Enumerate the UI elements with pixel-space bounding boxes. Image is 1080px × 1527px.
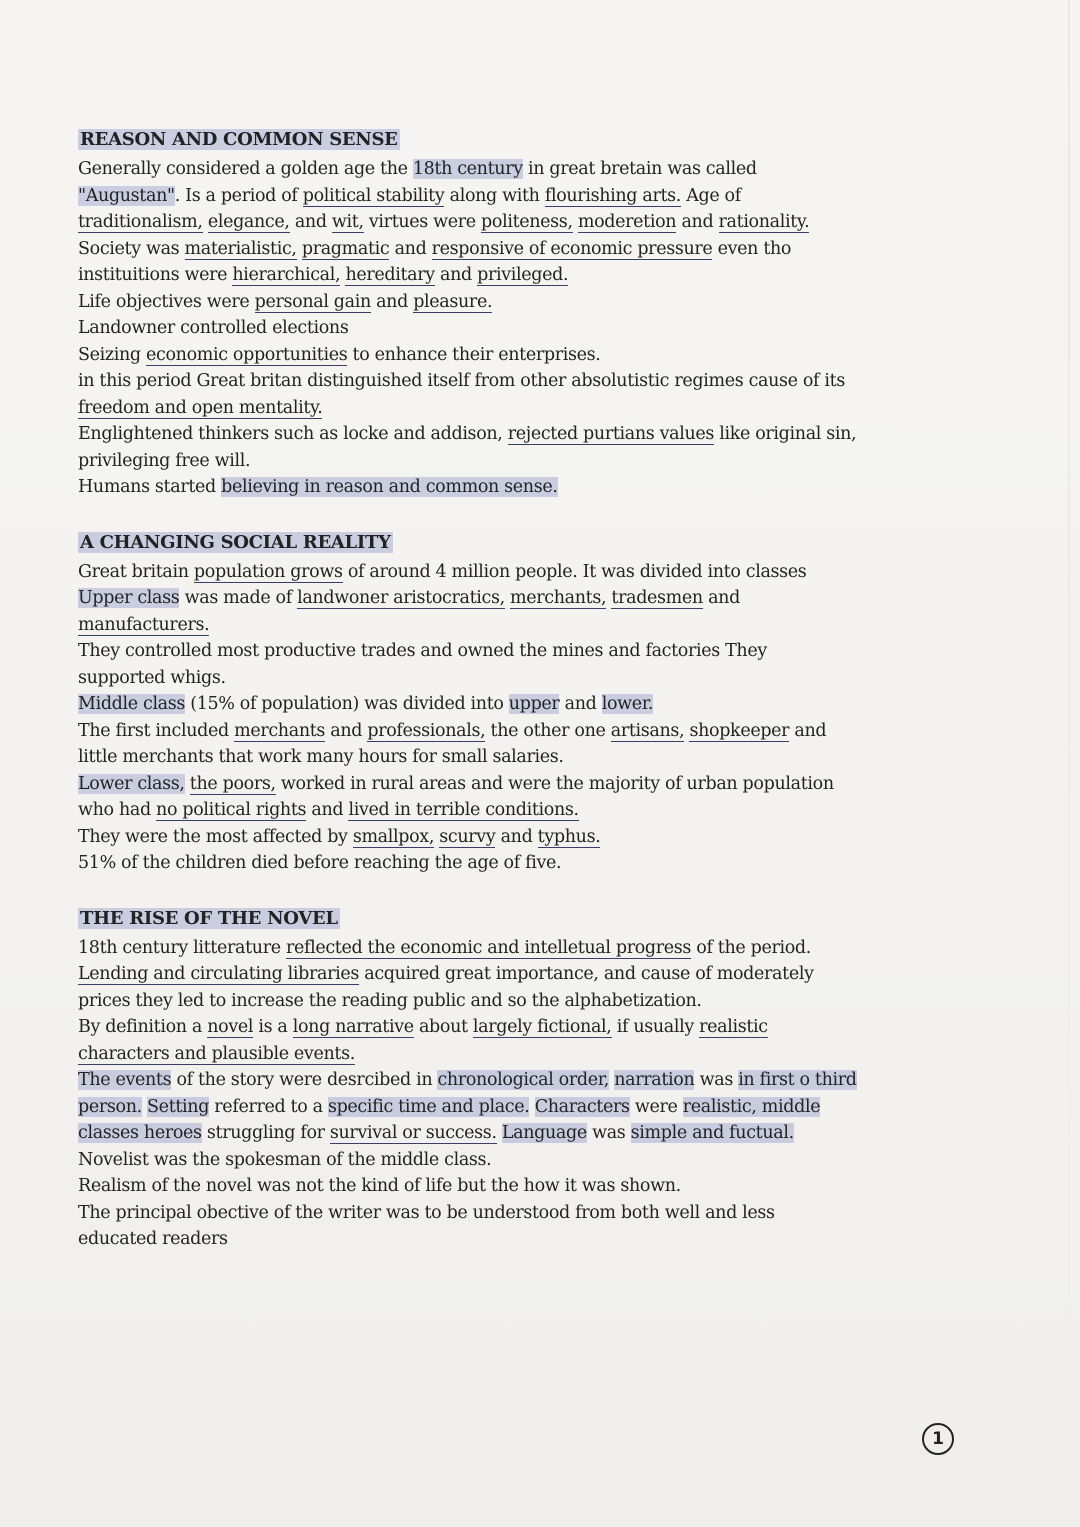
text-line <box>78 665 948 692</box>
underlined-text: pragmatic <box>301 238 390 259</box>
text-segment: Seizing <box>78 344 146 365</box>
text-segment: 51% of the children died before reaching the age of five. <box>78 853 562 873</box>
underlined-text: survival or success. <box>329 1123 497 1143</box>
text-segment: and <box>289 212 332 232</box>
text-segment: By definition a <box>78 1017 208 1037</box>
text-segment: instituitions were <box>78 265 233 285</box>
underlined-text: no political rights <box>156 800 307 820</box>
text-segment: Age of <box>680 185 741 206</box>
text-line <box>78 691 948 718</box>
text-segment: of the period. <box>691 937 811 958</box>
text-line <box>78 988 948 1015</box>
underlined-text: flourishing arts. <box>544 185 681 206</box>
highlighted-text: "Augustan" <box>78 185 175 206</box>
text-segment: along with <box>444 185 545 206</box>
text-segment <box>185 774 190 794</box>
underlined-text: scurvy <box>439 826 496 847</box>
text-segment: 18th century litterature <box>78 937 286 958</box>
text-line <box>78 1014 948 1041</box>
text-segment: supported whigs. <box>78 667 226 688</box>
section-rise-of-novel <box>78 907 948 1253</box>
text-segment: Great britain <box>78 561 194 582</box>
text-line <box>78 342 948 369</box>
highlighted-text: narration <box>614 1070 695 1090</box>
underlined-text: rationality. <box>718 212 810 232</box>
text-segment: of around 4 million people. It was divided into classes <box>342 561 807 582</box>
section-changing-social-reality <box>78 531 948 877</box>
text-segment: were <box>629 1096 683 1117</box>
text-segment: worked in rural areas and were the majority of urban population <box>275 773 834 794</box>
underlined-text: privileged. <box>477 265 569 285</box>
text-segment: about <box>413 1017 473 1037</box>
highlighted-text: chronological order, <box>437 1070 610 1090</box>
highlighted-text: believing in reason and common sense. <box>221 477 558 497</box>
text-segment: who had <box>78 800 157 820</box>
text-line <box>78 368 948 395</box>
section-heading: THE RISE OF THE NOVEL <box>80 907 338 929</box>
text-line <box>78 236 948 263</box>
text-segment: The first included <box>78 720 235 741</box>
underlined-text: smallpox, <box>352 826 435 847</box>
text-segment: Life objectives were <box>78 291 255 312</box>
underlined-text: landwoner aristocratics, <box>297 588 505 608</box>
text-segment: of the story were desrcibed in <box>171 1070 438 1090</box>
highlighted-text: Language <box>501 1123 587 1143</box>
highlighted-text: Lower class, <box>78 773 185 794</box>
underlined-text: tradesmen <box>611 588 703 608</box>
text-line <box>78 935 948 962</box>
text-line <box>78 797 948 824</box>
text-segment: if usually <box>611 1017 700 1037</box>
underlined-text: merchants, <box>510 588 607 608</box>
underlined-text: manufacturers. <box>78 614 210 635</box>
underlined-text: artisans, <box>610 720 685 741</box>
underlined-text: shopkeeper <box>689 720 790 741</box>
text-line <box>78 289 948 316</box>
text-line <box>78 262 948 289</box>
text-segment: Realism of the novel was not the kind of life but the how it was shown. <box>78 1176 681 1196</box>
underlined-text: pleasure. <box>413 291 493 312</box>
underlined-text: elegance, <box>207 212 290 232</box>
underlined-text: merchants <box>234 720 326 741</box>
underlined-text: hereditary <box>345 265 435 285</box>
underlined-text: political stability <box>302 185 445 206</box>
highlighted-text: lower. <box>601 694 654 714</box>
text-segment: to enhance their enterprises. <box>347 344 601 365</box>
text-segment: They were the most affected by <box>78 826 353 847</box>
text-line <box>78 395 948 422</box>
highlighted-text: simple and fuctual. <box>630 1123 794 1143</box>
underlined-text: the poors, <box>189 773 276 794</box>
underlined-text: reflected the economic and intelletual progress <box>285 937 692 958</box>
text-segment: and <box>370 291 414 312</box>
text-line <box>78 448 948 475</box>
text-segment: prices they led to increase the reading public and so the alphabetization. <box>78 990 702 1011</box>
underlined-text: typhus. <box>537 826 601 847</box>
text-segment: even tho <box>712 238 792 259</box>
text-segment: and <box>306 800 349 820</box>
text-line <box>78 559 948 586</box>
text-segment: and <box>495 826 538 847</box>
underlined-text: moderetion <box>577 212 677 232</box>
underlined-text: politeness, <box>481 212 573 232</box>
text-line <box>78 1067 948 1094</box>
text-line <box>78 209 948 236</box>
text-line <box>78 1200 948 1227</box>
text-line <box>78 1226 948 1253</box>
highlighted-text: 18th century <box>412 159 523 179</box>
text-segment: . Is a period of <box>174 185 303 206</box>
text-line <box>78 961 948 988</box>
text-segment: and <box>789 720 827 741</box>
highlighted-text: person. <box>78 1096 142 1117</box>
text-line <box>78 156 948 183</box>
underlined-text: wit, <box>331 212 364 232</box>
section-heading: REASON AND COMMON SENSE <box>80 129 398 150</box>
highlighted-text: realistic, middle <box>682 1096 821 1117</box>
text-segment: in this period Great britan distinguished itself from other absolutistic regimes cause of its <box>78 371 845 391</box>
text-segment: was made of <box>179 588 298 608</box>
text-segment: acquired great importance, and cause of moderately <box>359 964 814 984</box>
highlighted-text: The events <box>78 1070 172 1090</box>
text-segment: little merchants that work many hours for small salaries. <box>78 747 564 767</box>
underlined-text: traditionalism, <box>78 212 203 232</box>
underlined-text: responsive of economic pressure <box>431 238 713 259</box>
underlined-text: long narrative <box>292 1017 414 1037</box>
text-segment: and <box>559 694 602 714</box>
underlined-text: freedom and open mentality. <box>78 397 323 418</box>
highlighted-text: in first o third <box>738 1070 857 1090</box>
text-line <box>78 1147 948 1174</box>
text-segment: Englightened thinkers such as locke and addison, <box>78 424 508 444</box>
text-segment: Novelist was the spokesman of the middle class. <box>78 1149 492 1170</box>
text-line <box>78 315 948 342</box>
text-line <box>78 824 948 851</box>
text-segment: referred to a <box>209 1096 328 1117</box>
highlighted-text: Setting <box>147 1096 210 1117</box>
text-line <box>78 638 948 665</box>
underlined-text: characters and plausible events. <box>78 1043 355 1064</box>
highlighted-text: Middle class <box>78 694 186 714</box>
section-body <box>78 559 948 877</box>
text-segment: virtues were <box>363 212 482 232</box>
section-body <box>78 935 948 1253</box>
text-line <box>78 183 948 210</box>
underlined-text: lived in terrible conditions. <box>348 800 579 820</box>
text-line <box>78 1041 948 1068</box>
text-segment: educated readers <box>78 1229 228 1249</box>
text-segment: and <box>325 720 368 741</box>
text-line <box>78 612 948 639</box>
text-line <box>78 1094 948 1121</box>
text-segment: is a <box>253 1017 293 1037</box>
highlighted-text: classes heroes <box>78 1123 202 1143</box>
page-number: 1 <box>922 1423 954 1455</box>
section-heading: A CHANGING SOCIAL REALITY <box>80 531 391 553</box>
text-segment: and <box>434 265 478 285</box>
underlined-text: materialistic, <box>184 238 297 259</box>
text-segment: They controlled most productive trades and owned the mines and factories They <box>78 641 767 661</box>
text-line <box>78 718 948 745</box>
text-segment: in great bretain was called <box>522 159 757 179</box>
section-body <box>78 156 948 501</box>
text-segment: Landowner controlled elections <box>78 318 349 338</box>
scan-edge <box>1068 0 1070 1527</box>
text-line <box>78 850 948 877</box>
highlighted-text: Upper class <box>78 588 180 608</box>
underlined-text: largely fictional, <box>472 1017 612 1037</box>
underlined-text: economic opportunities <box>146 344 348 365</box>
document-content <box>78 128 948 1283</box>
text-segment: the other one <box>485 720 611 741</box>
highlighted-text: upper <box>508 694 560 714</box>
highlighted-text: specific time and place. <box>327 1096 530 1117</box>
underlined-text: rejected purtians values <box>507 424 715 444</box>
text-segment: and <box>676 212 719 232</box>
underlined-text: novel <box>207 1017 254 1037</box>
text-line <box>78 421 948 448</box>
text-segment <box>529 1097 534 1117</box>
text-line <box>78 1173 948 1200</box>
text-segment: struggling for <box>201 1123 330 1143</box>
text-segment: and <box>389 238 432 259</box>
text-line <box>78 474 948 501</box>
underlined-text: population grows <box>193 561 343 582</box>
highlighted-text: Characters <box>534 1096 630 1117</box>
text-segment: was <box>694 1070 739 1090</box>
text-segment: was <box>586 1123 631 1143</box>
text-line <box>78 771 948 798</box>
text-line <box>78 585 948 612</box>
text-segment: Society was <box>78 238 185 259</box>
text-segment: Humans started <box>78 477 222 497</box>
text-segment: The principal obective of the writer was to be understood from both well and less <box>78 1202 775 1223</box>
text-segment: like original sin, <box>714 424 857 444</box>
text-segment: (15% of population) was divided into <box>185 694 509 714</box>
text-segment: Generally considered a golden age the <box>78 159 413 179</box>
underlined-text: hierarchical, <box>232 265 341 285</box>
text-segment: and <box>702 588 740 608</box>
section-reason-common-sense <box>78 128 948 501</box>
underlined-text: Lending and circulating libraries <box>78 964 360 984</box>
text-segment: privileging free will. <box>78 450 251 471</box>
text-line <box>78 744 948 771</box>
underlined-text: personal gain <box>254 291 371 312</box>
underlined-text: realistic <box>699 1017 768 1037</box>
text-line <box>78 1120 948 1147</box>
underlined-text: professionals, <box>367 720 486 741</box>
